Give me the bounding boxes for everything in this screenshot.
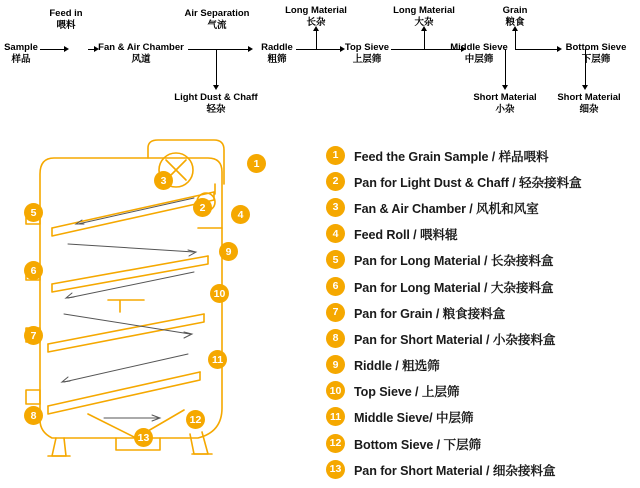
flow-arrow [582,85,588,90]
legend-label-13: Pan for Short Material / 细杂接料盒 [354,463,556,478]
flow-node-bottom-sieve: Bottom Sieve 下层筛 [565,42,627,65]
internal-baffle [108,300,144,312]
flow-arrow [64,46,69,52]
flow-connector [216,49,217,87]
flow-output-long-material-1: Long Material 长杂 [285,5,347,28]
internal-flow-arrow [64,354,188,382]
legend-badge-10: 10 [326,381,345,400]
legend-badge-11: 11 [326,407,345,426]
flow-output-short-material-1: Short Material 小杂 [473,92,537,115]
machine-marker-7[interactable]: 7 [24,326,43,345]
legend-item-12[interactable] [326,430,638,456]
legend-item-6[interactable] [326,273,638,299]
flow-output-short-material-2: Short Material 细杂 [557,92,621,115]
internal-flow-arrow [64,314,190,334]
flow-node-feed-in: Feed in 喂料 [49,8,83,31]
legend-badge-12: 12 [326,434,345,453]
machine-marker-9[interactable]: 9 [219,242,238,261]
legend-badge-6: 6 [326,277,345,296]
leg-left [52,438,66,456]
machine-marker-8[interactable]: 8 [24,406,43,425]
legend-label-7: Pan for Grain / 粮食接料盒 [354,306,506,321]
machine-marker-13[interactable]: 13 [134,428,153,447]
legend-badge-2: 2 [326,172,345,191]
legend-badge-3: 3 [326,198,345,217]
flow-connector [424,30,425,49]
legend-badge-13: 13 [326,460,345,479]
legend-list [326,142,638,482]
internal-flow-arrowhead [62,377,70,382]
legend-label-2: Pan for Light Dust & Chaff / 轻杂接料盒 [354,175,582,190]
legend-badge-9: 9 [326,355,345,374]
riddle-screen [52,192,214,228]
flow-node-air-separation: Air Separation 气流 [184,8,250,31]
flow-arrow [248,46,253,52]
flow-connector [515,30,516,49]
legend-label-11: Middle Sieve/ 中层筛 [354,411,474,426]
flow-node-top-sieve: Top Sieve 上层筛 [344,42,390,65]
internal-flow-arrowhead [66,293,74,298]
legend-item-7[interactable] [326,299,638,325]
machine-marker-12[interactable]: 12 [186,410,205,429]
legend-item-4[interactable] [326,221,638,247]
legend-label-8: Pan for Short Material / 小杂接料盒 [354,332,556,347]
flow-node-middle-sieve: Middle Sieve 中层筛 [450,42,508,65]
process-flow-chart [0,0,640,130]
flow-node-fan-air-chamber: Fan & Air Chamber 风道 [98,42,184,65]
legend-item-5[interactable] [326,247,638,273]
legend-label-5: Pan for Long Material / 长杂接料盒 [354,254,554,269]
legend-badge-7: 7 [326,303,345,322]
legend-item-10[interactable] [326,378,638,404]
machine-marker-6[interactable]: 6 [24,261,43,280]
machine-marker-1[interactable]: 1 [247,154,266,173]
bottom-sieve [48,372,200,406]
machine-marker-2[interactable]: 2 [193,198,212,217]
flow-arrow [213,85,219,90]
legend-badge-5: 5 [326,250,345,269]
legend-label-9: Riddle / 粗选筛 [354,359,440,374]
legend-badge-4: 4 [326,224,345,243]
machine-marker-11[interactable]: 11 [208,350,227,369]
flow-output-light-dust-chaff: Light Dust & Chaff 轻杂 [174,92,258,115]
legend-badge-1: 1 [326,146,345,165]
legend-item-11[interactable] [326,404,638,430]
internal-flow-arrowhead [188,250,196,256]
flow-connector [316,30,317,49]
legend-item-3[interactable] [326,194,638,220]
legend-label-4: Feed Roll / 喂料辊 [354,228,458,243]
flow-connector [296,49,342,50]
legend-label-1: Feed the Grain Sample / 样品喂料 [354,149,549,164]
legend-item-9[interactable] [326,352,638,378]
machine-marker-3[interactable]: 3 [154,171,173,190]
flow-output-grain: Grain 粮食 [502,5,528,28]
legend-item-13[interactable] [326,456,638,482]
legend-item-8[interactable] [326,325,638,351]
legend-badge-8: 8 [326,329,345,348]
flow-connector [40,49,66,50]
machine-marker-10[interactable]: 10 [210,284,229,303]
legend-label-12: Bottom Sieve / 下层筛 [354,437,481,452]
machine-illustration [8,132,328,482]
legend-item-1[interactable] [326,142,638,168]
internal-flow-arrow [78,198,194,224]
flow-connector [515,49,559,50]
top-sieve [52,256,208,284]
flow-connector [188,49,250,50]
legend-label-6: Pan for Long Material / 大杂接料盒 [354,280,554,295]
legend-label-3: Fan & Air Chamber / 风机和风室 [354,201,539,216]
flow-node-sample: Sample 样品 [4,42,38,65]
internal-flow-arrow [68,244,194,252]
legend-item-2[interactable] [326,168,638,194]
foot [48,454,212,456]
flow-arrow [502,85,508,90]
flow-node-raddle: Raddle 粗筛 [261,42,293,65]
flow-output-long-material-2: Long Material 大杂 [393,5,455,28]
machine-marker-4[interactable]: 4 [231,205,250,224]
machine-marker-5[interactable]: 5 [24,203,43,222]
bottom-sieve-frame [48,372,200,414]
pan-mouth-8 [26,390,40,404]
legend-label-10: Top Sieve / 上层筛 [354,385,460,400]
middle-sieve [48,314,204,344]
